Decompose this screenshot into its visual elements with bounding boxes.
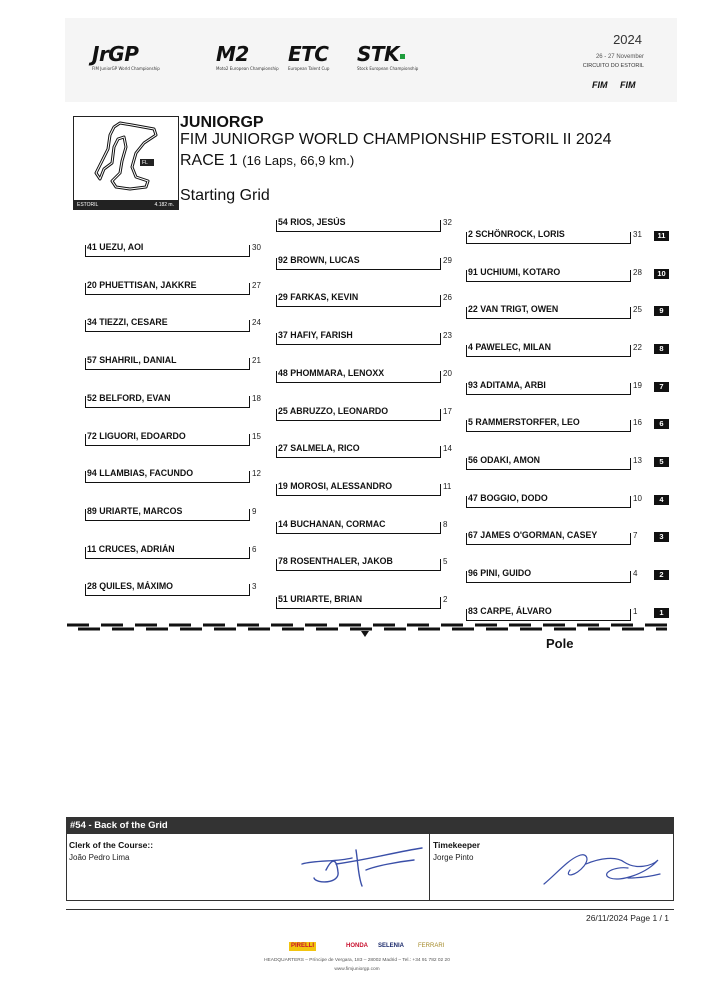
rider-name: 20 PHUETTISAN, JAKKRE	[87, 280, 197, 290]
grid-position: 29	[443, 256, 452, 265]
rider-name: 78 ROSENTHALER, JAKOB	[278, 556, 393, 566]
slot-line	[85, 294, 249, 295]
slot-bracket-right	[630, 609, 631, 621]
slot-bracket-right	[440, 559, 441, 571]
rider-name: 27 SALMELA, RICO	[278, 443, 360, 453]
slot-line	[85, 520, 249, 521]
grid-slot	[85, 430, 269, 446]
slot-line	[466, 582, 630, 583]
slot-bracket-right	[249, 283, 250, 295]
slot-bracket-right	[630, 232, 631, 244]
slot-bracket-right	[249, 434, 250, 446]
rider-name: 72 LIGUORI, EDOARDO	[87, 431, 186, 441]
slot-line	[466, 620, 630, 621]
grid-slot	[276, 254, 460, 270]
slot-bracket-right	[249, 547, 250, 559]
slot-bracket-right	[440, 295, 441, 307]
grid-slot	[276, 442, 460, 458]
slot-bracket-left	[85, 283, 86, 295]
rider-name: 92 BROWN, LUCAS	[278, 255, 360, 265]
grid-row-number: 10	[654, 269, 669, 279]
grid-position: 26	[443, 293, 452, 302]
stk-logo: STK Stock European Championship	[357, 42, 419, 71]
clerk-label: Clerk of the Course::	[69, 840, 154, 850]
grid-position: 8	[443, 520, 448, 529]
grid-slot	[85, 354, 269, 370]
slot-bracket-right	[249, 584, 250, 596]
grid-position: 7	[633, 531, 638, 540]
rider-name: 37 HAFIY, FARISH	[278, 330, 353, 340]
rider-name: 51 URIARTE, BRIAN	[278, 594, 363, 604]
slot-line	[276, 344, 440, 345]
slot-bracket-right	[630, 420, 631, 432]
slot-bracket-left	[85, 547, 86, 559]
grid-slot	[466, 454, 650, 470]
rider-name: 4 PAWELEC, MILAN	[468, 342, 551, 352]
grid-position: 2	[443, 595, 448, 604]
grid-slot	[85, 392, 269, 408]
grid-slot	[276, 480, 460, 496]
rider-name: 52 BELFORD, EVAN	[87, 393, 171, 403]
grid-position: 21	[252, 356, 261, 365]
grid-position: 12	[252, 469, 261, 478]
slot-line	[466, 243, 630, 244]
slot-bracket-right	[249, 245, 250, 257]
grid-slot	[466, 416, 650, 432]
clerk-name: João Pedro Lima	[69, 853, 130, 862]
slot-line	[85, 331, 249, 332]
track-outline-icon	[74, 117, 178, 199]
slot-line	[466, 356, 630, 357]
grid-slot	[276, 216, 460, 232]
timekeeper-label: Timekeeper	[433, 840, 481, 850]
grid-slot	[466, 567, 650, 583]
slot-bracket-left	[466, 496, 467, 508]
track-map	[73, 116, 179, 210]
grid-slot	[276, 405, 460, 421]
pirelli-logo: PIRELLI	[291, 943, 315, 949]
grid-slot	[466, 266, 650, 282]
headquarters-address: HEADQUARTERS – Príncipe de Vergara, 183 – 28002 Madrid – Tel.: +34 91 782 02 20	[264, 958, 450, 963]
m2-logo: M2 Moto2 European Championship	[216, 42, 279, 71]
arrow-down-icon	[361, 631, 369, 637]
rider-name: 83 CARPE, ÁLVARO	[468, 606, 552, 616]
slot-line	[85, 407, 249, 408]
series-title: JUNIORGP	[180, 114, 264, 131]
slot-bracket-right	[440, 522, 441, 534]
slot-bracket-left	[466, 232, 467, 244]
slot-bracket-right	[249, 320, 250, 332]
rider-name: 41 UEZU, AOI	[87, 242, 144, 252]
rider-name: 14 BUCHANAN, CORMAC	[278, 519, 386, 529]
rider-name: 22 VAN TRIGT, OWEN	[468, 304, 559, 314]
slot-bracket-left	[466, 571, 467, 583]
slot-line	[466, 281, 630, 282]
slot-bracket-left	[466, 609, 467, 621]
rider-name: 56 ODAKI, AMON	[468, 455, 541, 465]
slot-line	[85, 482, 249, 483]
grid-row-number: 7	[654, 382, 669, 392]
slot-line	[276, 608, 440, 609]
slot-bracket-left	[276, 295, 277, 307]
rider-name: 54 RIOS, JESÚS	[278, 217, 346, 227]
track-length: 4.182 m.	[154, 201, 174, 208]
rider-name: 11 CRUCES, ADRIÁN	[87, 544, 175, 554]
grid-slot	[276, 555, 460, 571]
slot-line	[85, 595, 249, 596]
slot-bracket-right	[440, 258, 441, 270]
slot-line	[276, 382, 440, 383]
grid-position: 16	[633, 418, 642, 427]
slot-bracket-left	[85, 471, 86, 483]
grid-position: 20	[443, 369, 452, 378]
track-footer	[74, 200, 178, 209]
slot-bracket-right	[440, 446, 441, 458]
slot-bracket-right	[630, 383, 631, 395]
grid-row-number: 4	[654, 495, 669, 505]
slot-bracket-left	[85, 245, 86, 257]
grid-position: 6	[252, 545, 257, 554]
slot-bracket-left	[276, 597, 277, 609]
grid-position: 5	[443, 557, 448, 566]
slot-line	[276, 269, 440, 270]
rider-name: 67 JAMES O'GORMAN, CASEY	[468, 530, 598, 540]
rider-name: 94 LLAMBIAS, FACUNDO	[87, 468, 194, 478]
slot-bracket-right	[630, 496, 631, 508]
honda-logo: HONDA	[346, 943, 368, 949]
grid-slot	[276, 518, 460, 534]
grid-slot	[276, 291, 460, 307]
grid-position: 27	[252, 281, 261, 290]
slot-bracket-right	[630, 458, 631, 470]
grid-slot	[85, 316, 269, 332]
grid-row-number: 2	[654, 570, 669, 580]
grid-position: 28	[633, 268, 642, 277]
slot-bracket-left	[466, 420, 467, 432]
slot-bracket-left	[85, 320, 86, 332]
slot-line	[85, 369, 249, 370]
finish-line-marker: FL	[142, 160, 148, 166]
event-year: 2024	[613, 32, 642, 47]
grid-position: 15	[252, 432, 261, 441]
slot-bracket-left	[85, 509, 86, 521]
slot-bracket-right	[249, 396, 250, 408]
slot-bracket-left	[276, 559, 277, 571]
slot-bracket-left	[276, 333, 277, 345]
grid-slot	[276, 593, 460, 609]
fim-logo-2: FIM	[620, 80, 636, 90]
timekeeper-signature	[540, 844, 664, 890]
grid-position: 18	[252, 394, 261, 403]
slot-line	[276, 495, 440, 496]
grid-slot	[276, 367, 460, 383]
slot-bracket-right	[249, 358, 250, 370]
document-type: Starting Grid	[180, 187, 270, 204]
slot-bracket-left	[276, 484, 277, 496]
rider-name: 29 FARKAS, KEVIN	[278, 292, 359, 302]
slot-line	[466, 431, 630, 432]
slot-bracket-right	[249, 471, 250, 483]
slot-line	[276, 533, 440, 534]
grid-row-number: 9	[654, 306, 669, 316]
slot-bracket-right	[630, 571, 631, 583]
slot-bracket-right	[630, 345, 631, 357]
slot-line	[85, 256, 249, 257]
slot-line	[276, 231, 440, 232]
grid-row-number: 1	[654, 608, 669, 618]
grid-slot	[466, 605, 650, 621]
slot-bracket-right	[440, 220, 441, 232]
grid-row-number: 11	[654, 231, 669, 241]
event-venue: CIRCUITO DO ESTORIL	[582, 63, 644, 69]
grid-position: 30	[252, 243, 261, 252]
grid-position: 9	[252, 507, 257, 516]
rider-name: 96 PINI, GUIDO	[468, 568, 532, 578]
slot-line	[276, 457, 440, 458]
rider-name: 93 ADITAMA, ARBI	[468, 380, 546, 390]
slot-bracket-right	[630, 533, 631, 545]
rider-name: 47 BOGGIO, DODO	[468, 493, 548, 503]
grid-slot	[85, 467, 269, 483]
slot-line	[466, 394, 630, 395]
rider-name: 25 ABRUZZO, LEONARDO	[278, 406, 389, 416]
slot-bracket-right	[440, 484, 441, 496]
grid-slot	[85, 241, 269, 257]
slot-bracket-left	[276, 371, 277, 383]
slot-line	[276, 306, 440, 307]
slot-bracket-left	[466, 270, 467, 282]
championship-title: FIM JUNIORGP WORLD CHAMPIONSHIP ESTORIL II 2024	[180, 131, 612, 148]
grid-slot	[466, 492, 650, 508]
slot-bracket-left	[85, 584, 86, 596]
pole-label: Pole	[546, 636, 574, 651]
website-link[interactable]: www.fimjuniorgp.com	[334, 967, 380, 972]
back-of-grid-note: #54 - Back of the Grid	[66, 817, 674, 834]
page-info: 26/11/2024 Page 1 / 1	[585, 913, 669, 923]
slot-bracket-right	[630, 270, 631, 282]
grid-row-number: 3	[654, 532, 669, 542]
grid-position: 13	[633, 456, 642, 465]
grid-slot	[276, 329, 460, 345]
grid-row-number: 6	[654, 419, 669, 429]
slot-line	[466, 318, 630, 319]
slot-bracket-left	[466, 307, 467, 319]
slot-bracket-right	[249, 509, 250, 521]
grid-position: 11	[443, 482, 452, 491]
event-dates: 26 - 27 November	[595, 54, 644, 60]
grid-position: 19	[633, 381, 642, 390]
slot-bracket-left	[276, 522, 277, 534]
grid-position: 3	[252, 582, 257, 591]
start-line	[67, 623, 667, 631]
race-title: RACE 1 (16 Laps, 66,9 km.)	[180, 152, 355, 169]
rider-name: 89 URIARTE, MARCOS	[87, 506, 183, 516]
slot-line	[466, 469, 630, 470]
slot-bracket-left	[85, 358, 86, 370]
grid-position: 4	[633, 569, 638, 578]
clerk-signature	[296, 840, 426, 890]
timekeeper-name: Jorge Pinto	[433, 853, 474, 862]
slot-bracket-left	[85, 396, 86, 408]
grid-position: 25	[633, 305, 642, 314]
grid-slot	[85, 279, 269, 295]
slot-line	[85, 445, 249, 446]
grid-slot	[85, 543, 269, 559]
grid-slot	[466, 341, 650, 357]
slot-line	[466, 507, 630, 508]
footer-rule	[66, 909, 674, 910]
selenia-logo: SELENIA	[378, 943, 405, 949]
grid-slot	[85, 505, 269, 521]
slot-bracket-right	[440, 597, 441, 609]
grid-position: 14	[443, 444, 452, 453]
rider-name: 91 UCHIUMI, KOTARO	[468, 267, 561, 277]
slot-bracket-left	[276, 409, 277, 421]
slot-line	[466, 544, 630, 545]
rider-name: 5 RAMMERSTORFER, LEO	[468, 417, 580, 427]
jrgp-logo: JrGP FIM JuniorGP World Championship	[92, 42, 160, 71]
grid-slot	[466, 303, 650, 319]
grid-position: 31	[633, 230, 642, 239]
track-name: ESTORIL	[77, 201, 99, 208]
slot-bracket-left	[85, 434, 86, 446]
slot-bracket-left	[276, 258, 277, 270]
grid-slot	[85, 580, 269, 596]
grid-row-number: 5	[654, 457, 669, 467]
grid-position: 24	[252, 318, 261, 327]
rider-name: 48 PHOMMARA, LENOXX	[278, 368, 385, 378]
grid-slot	[466, 529, 650, 545]
rider-name: 2 SCHÖNROCK, LORIS	[468, 229, 565, 239]
grid-position: 22	[633, 343, 642, 352]
slot-bracket-right	[440, 371, 441, 383]
slot-bracket-left	[466, 458, 467, 470]
slot-bracket-left	[466, 383, 467, 395]
slot-line	[276, 570, 440, 571]
slot-bracket-right	[630, 307, 631, 319]
rider-name: 19 MOROSI, ALESSANDRO	[278, 481, 393, 491]
fim-logo: FIM	[592, 80, 608, 90]
grid-position: 10	[633, 494, 642, 503]
grid-position: 23	[443, 331, 452, 340]
rider-name: 34 TIEZZI, CESARE	[87, 317, 168, 327]
slot-bracket-right	[440, 333, 441, 345]
ferrari-logo: FERRARI	[418, 943, 445, 949]
signature-divider	[429, 834, 430, 901]
rider-name: 28 QUILES, MÁXIMO	[87, 581, 174, 591]
slot-bracket-left	[276, 446, 277, 458]
grid-position: 1	[633, 607, 638, 616]
slot-line	[276, 420, 440, 421]
slot-bracket-left	[276, 220, 277, 232]
etc-logo: ETC European Talent Cup	[288, 42, 330, 71]
slot-line	[85, 558, 249, 559]
grid-position: 17	[443, 407, 452, 416]
grid-row-number: 8	[654, 344, 669, 354]
grid-slot	[466, 379, 650, 395]
grid-position: 32	[443, 218, 452, 227]
grid-slot	[466, 228, 650, 244]
rider-name: 57 SHAHRIL, DANIAL	[87, 355, 177, 365]
slot-bracket-left	[466, 345, 467, 357]
slot-bracket-right	[440, 409, 441, 421]
slot-bracket-left	[466, 533, 467, 545]
